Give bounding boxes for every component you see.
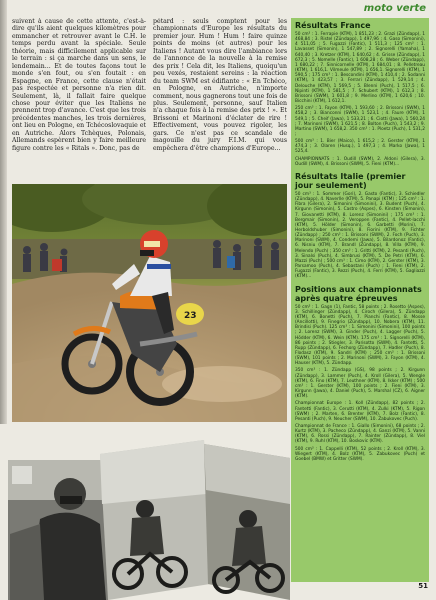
article-column-1: suivent à cause de cette attente, c'est-à-dire qu'ils aient quelques kilomètres pour emmancher et retrouver avant le C.H. le temps perdu avant la spéciale. Seule théorie, mais difficilement applicable sur le terrain : si ça marche dans un sens, le lendemain... Et de toutes façons tout le monde s'en fout, ou s'en foutait : en Espagne, en France, cette clause n'était pas respectée et personne n'a rien dit. Seulement, là, il fallait faire quelque chose pour éviter que les Italiens ne prennent trop d'avance. C'est que les trois précédentes manches, les trois dernières, ont lieu en Pologne, en Tchécoslovaquie et en Autriche. Alors Tchèques, Polonais, Allemands espèrent bien y faire meilleure figure contre les « Ritals ». Donc, pas de [12, 18, 146, 152]
results-france-heading: Résultats France [295, 21, 371, 30]
article-body [12, 18, 287, 186]
results-france-p1: 50 cm³ : 1. Ferrapie (KTM), 1 851,23 ; 2. Grazi (Zündapp), 1 468,84 ; 3. Ristel (Zündapp), 1 497,96 ; 4. Gaso (Simonini), 4 511,05 ; 5. Fugazzi (Fantic), 1 511,3 ; 125 cm³ : 1. Lavasset (Simonin), 1 547,89 ; 2. Signorelli (Yamaha), 1 640,40 ; 3. Kretzer (KTM), 1 640,62 ; 4. Grisse (Zündapp), 1 672,3 ; 5. Nomelle (Fantic), 1 608,28 ; 6. Weber (Zündapp), 1 680,22 ; 7. Sinnicornelle (KTM), 1 684,01 ; 8. Pelletreau (KTM), 1 616,1. Vilmeule (KTM), 1 656,1. Signorelli (KTM), 1 590,5 ; 175 cm³ : 1. Bescondini (KTM), 1 410,4 ; 2. Sodanni (KTM), 1 423,57 ; 3. Ferrari (Zündapp), 1 529,14 ; 4. Delouche (KTM), 1 569,5 ; 5. Blenni (Puch), 1 517,5 ; 6. Nipinti (KTM), 1 581,5 ; 7. Schubert (KTM), 1 612,3 ; 8. Brissoni (SWM), 1 601,8 ; 9. Merlino (KTM), 1 620,6 ; 10. Bicchini (KTM), 1 612,1. [295, 32, 425, 105]
positions-championnats-heading: Positions aux championnats après quatre épreuves [295, 284, 422, 303]
svg-text:23: 23 [184, 311, 197, 321]
positions-p6: 50 cm³ : 1. Gagn (1), Fantic, 58 points ; 2. Rosetto (Aspes), 3. Schillinger (Zündapp), 4. Ciroch (Gilera), 5. Zündapp (KTM), 6. Bonetti (Puch), 7. Pianchi (Fantic), 8. Mosse (Ancillotti), 9. Finegrio (Zündapp), 10. Nobera (KTM), 11. Brindisi (Puch). 125 cm³ : 1. Simonini (Simonini), 100 points ; 2. Lorenz (SWM), 3. Ginder (Puch), 4. Lagger (Puch), 5. Hödder (KTM), 6. Wein (KTM). 175 cm³ : 1. Signorelli (KTM), 86 points ; 2. Stiegler, 3. Parisotto (SWM), 4. Fantetti, 5. Rupp (Zündapp), 6. Fechorg (Zündapp), 7. Hadler (Puch), 8. Flodasz (KTM), 9. Sandri (KTM) ; 250 cm³ : 1. Brissoni (SWM), 101 points ; 2. Marinoni (SWM), 3. Fayon (KTM), 4. Hauser (KTM), 5. Zündapp. [295, 304, 425, 367]
results-france-p4: CHAMPIONNATS : 1. Oudill (SWM), 2. Aldoni (Gilera), 3. Oudill (SWM), 4. Brissoni (SWM), 5. Fieni (KTM)... [295, 156, 425, 167]
page-header [12, 3, 432, 15]
bw-photo-1 [8, 460, 108, 600]
brand-logo: moto verte [363, 3, 426, 14]
bw-photo-2 [100, 440, 210, 600]
positions-p7: 350 cm³ : 1. Zündapp (GS), 98 points ; 2. Kirgunn (Zündapp), 3. Lammer (Puch), 4. Kroll (Gilera), 5. Wengle (KTM), 6. Fino (KTM), 7. Leuthner (KTM), 8. Ikker (KTM) ; 500 cm³ : 1. Gerster (KTM), 100 points ; 2. Fieni (KTM), 3. Kirgunn (Jawa), 4. Daniel (Puch), 5. Marshal (CZ), 6. Aigner (KTM). [295, 368, 425, 400]
main-photo-rider [12, 184, 287, 422]
results-france-p3: 500 cm³ : 1. Bier (Maico), 1 615,2 ; 2. Gerster (KTM), 1 474,3 ; 3. Olaren (Husq.), 1 497,3 ; 4. Marko (Jawa), 1 525,4. [295, 139, 425, 155]
bw-photo-3 [204, 444, 290, 600]
results-italie-p5: 50 cm³ : 1. Sommer (Gori), 2. Gasto (Fantic), 3. Schiedler (Zündapp), 4. Naverlle (KTM), 5. Panapi (KTM) ; 125 cm³ : 1. Fibra (Gilera), 2. Simonini (Simonini), 3. Budent (Puch), 4. Kirgunn (Simonin), 5. Castro (Aspes), 6. Kinsten (Simonin), 7. Giovanetti (KTM), 8. Lorenz (Simonini) ; 175 cm³ : 1. Bergmair (Simonin), 2. Veroppen (Fantic), 4. Pellet-lacchi (KTM), 5. Hölder (Simonin), 6. Garbetti (Morini), 7. Herboldshuber (Simonini), 8. Fiorini (KTM), 9. Fichter (Zündapp) ; 250 cm³ : 1. Brissoni (SWM), 2. Foch (Puch), 3. Marinoni (SWM), 4. Condemi (Jawa), 5. Bilardonoz (Fantic), 6. Nisniu (KTM), 7. Brandl (Zündapp), 8. Villa (KTM), 9. Melendo (Puch) ; 350 cm³ : 1. Gritti (KTM), 2. Pesanti (Puch), 3. Sinalsi (Puch), 4. Simbrusi (KTM), 5. De Petri (KTM), 6. Mazzi (Puch) ; 500 cm³ : 1. Cimo (KTM), 2. Gerster (KTM), 3. Parsamoo (Puch), 4. Sebastani (Puch) ; 1. Fieni (KTM), 2. Fugazzi (Fantic), 3. Rezzi (Puch), 4. Ferri (KTM), 5. Gagliazzi (KTM)... [295, 191, 425, 280]
positions-p10: 500 cm³ : 1. Cappelli (KTM), 52 points ; 2. Kroll (KTM), 3. Wiegert (KTM), 4. Bolz (KTM), 5. Zabukovec (Puch) et Goebel (BMW) et Gritter (SWM). [295, 446, 425, 462]
results-italie-heading: Résultats Italie (premier jour seulement) [295, 171, 406, 190]
article-column-2: pétard : seuls comptent pour les championnats d'Europe les résultats du premier jour. Hum ! Hum ! faire quinze points de moins (et autres) pour les Italiens ! Autant vous dire l'ambiance lors de l'annonce de la nouvelle à la remise des prix ! Cela dit, les Italiens, quoiqu'un peu vexés, restaient sereins : la réaction du team SWM est édifiante : « En Tchéco, en Pologne, en Autriche, n'importe comment, nous gagnerons tout une fois de plus. Seulement, personne, sauf Italien n'a chaque fois à la remise des prix ! ». Et Brissoni et Marinoni d'éclater de rire ! Effectivement, vous pouvez rigoler, les gars. Ce n'est pas ce scandale de magouille du jury F.I.M. qui vous empêchera d'être champions d'Europe... [153, 18, 287, 152]
positions-p9: Championnat de France : 1. Giallo (Simonini), 68 points ; 2. Kurtz (KTM), 3. Pacheco (Zündapp), 4. Ganzi (KTM), 5. Vanni (KTM), 6. Rossi (Zündapp), 7. Rainter (Zündapp), 8. Viel (KTM), 9. Ruhl (KTM), 10. Boskovic (KTM). [295, 424, 425, 445]
page-number: 51 [418, 582, 428, 590]
results-sidebar [291, 18, 429, 582]
positions-p8: Championnat Europe : 1. Koll (Zündapp), 82 points ; 2. Fantetti (Fantic), 3. Cerutti (KTM), 4. Zulki (KTM), 5. Rigon (SWM) ; 2. Marten, 6. Brenter (KTM), 7. Bolz (Fantic), 8. Pesanti (Puch), 9. Neucher (SWM), 10. Zabukovec (Puch). [295, 401, 425, 422]
results-france-p2: 250 cm³ : 1. Fayon (KTM), 1 593,60 ; 2. Brissoni (SWM), 1 458,2 ; 3. Bianconni (SWM), 1 523,1 ; 4. Faure (KTM), 1 549,1 ; 5. Cheif (Jawa), 1 533,21 ; 6. Ciotti (Jawa), 1 560,24 ; 7. Marinoni (SWM), 1 621,5 ; 8. Bolton (Puch), 1 543,2 ; 9. Martino (SWM), 1 658,2. 350 cm³ : 1. Ploetz (Puch), 1 531,2 ; [295, 106, 425, 137]
bw-photo-strip [0, 424, 290, 600]
